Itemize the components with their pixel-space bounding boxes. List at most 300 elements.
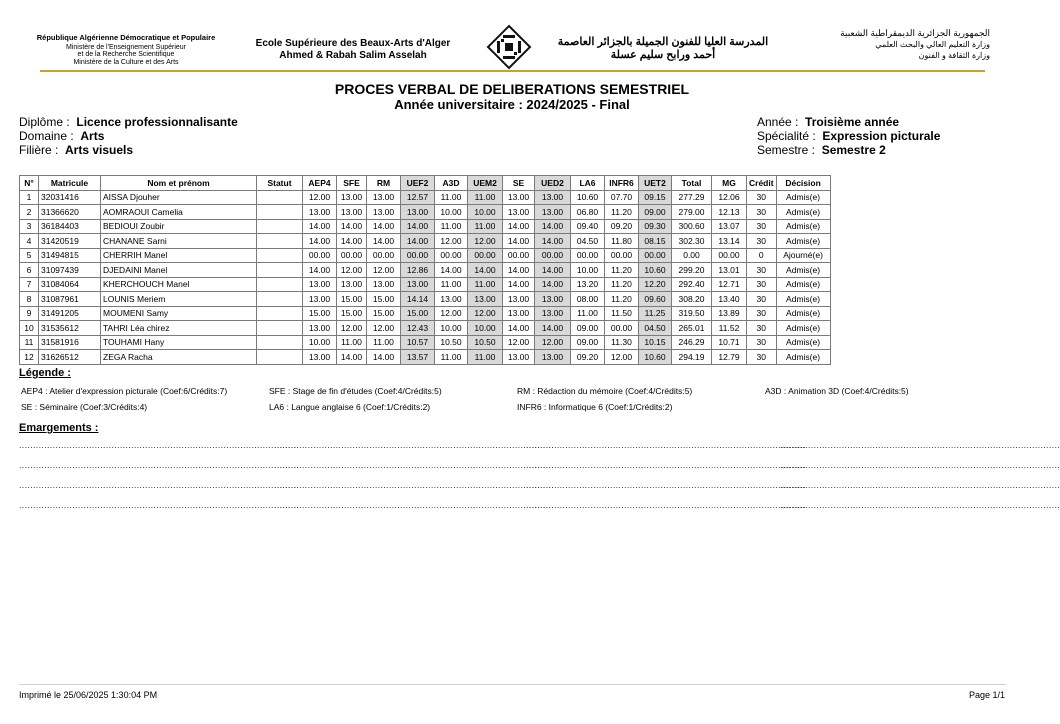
table-cell: 9 [20,306,39,321]
signature-line: .................................................................................................... [274,500,555,510]
table-cell: 10.71 [712,335,747,350]
table-cell: 13.00 [503,205,535,220]
column-header: UEM2 [468,176,503,191]
table-cell: 14.00 [468,263,503,278]
column-header: Total [672,176,712,191]
table-cell: Admis(e) [776,263,830,278]
table-cell: Admis(e) [776,190,830,205]
table-cell: 30 [747,292,777,307]
page-number: Page 1/1 [968,690,1005,700]
table-cell: CHANANE Sarni [101,234,257,249]
table-cell: 10.15 [639,335,672,350]
table-cell: 09.20 [571,350,605,365]
ministry-ar-line-1: وزارة التعليم العالي والبحث العلمي [875,40,990,49]
school-name-french [238,38,468,62]
school-name-line-2: Ahmed & Rabah Salim Asselah [279,50,427,61]
table-cell: 08.00 [571,292,605,307]
table-cell: 09.40 [571,219,605,234]
table-cell: 11.00 [468,219,503,234]
table-cell [257,263,303,278]
table-cell: 11.20 [605,205,639,220]
table-cell: Admis(e) [776,292,830,307]
table-cell: 31420519 [39,234,101,249]
column-header: AEP4 [303,176,337,191]
table-cell: 2 [20,205,39,220]
legend-item: LA6 : Langue anglaise 6 (Coef:1/Crédits:2) [269,402,431,412]
table-cell [257,350,303,365]
table-cell: 10.60 [639,263,672,278]
table-cell: 13.00 [503,292,535,307]
table-cell: 11.00 [337,335,367,350]
table-cell: 13.00 [468,292,503,307]
table-cell: 265.01 [672,321,712,336]
table-cell: 11.25 [639,306,672,321]
table-cell: 15.00 [337,292,367,307]
republic-name-arabic: الجمهورية الجزائرية الديمقراطية الشعبية [840,28,990,38]
table-cell: 30 [747,335,777,350]
table-cell: 11.00 [435,277,468,292]
table-cell: 36184403 [39,219,101,234]
table-cell: 10.00 [468,205,503,220]
table-cell: 31087961 [39,292,101,307]
info-label: Semestre : [757,143,816,157]
table-cell: 04.50 [571,234,605,249]
column-header: Nom et prénom [101,176,257,191]
column-header: RM [367,176,401,191]
column-header: UET2 [639,176,672,191]
table-cell: 14.00 [401,219,435,234]
table-cell: Admis(e) [776,321,830,336]
table-cell: 14.00 [535,321,571,336]
table-cell: 11.00 [367,335,401,350]
table-cell: 13.00 [337,190,367,205]
signature-line: .................................................................................................... [526,480,807,490]
table-cell: 13.20 [571,277,605,292]
table-cell: Admis(e) [776,306,830,321]
table-cell: AOMRAOUI Camelia [101,205,257,220]
table-cell: 09.00 [571,321,605,336]
table-cell: 00.00 [435,248,468,263]
table-row [20,248,831,263]
table-cell: 13.00 [535,350,571,365]
table-cell: 13.00 [303,205,337,220]
info-year [757,115,940,129]
signature-line: .................................................................................................... [274,480,555,490]
table-cell: 11.80 [605,234,639,249]
table-cell: 09.30 [639,219,672,234]
table-cell: 12.00 [303,190,337,205]
table-cell: 00.00 [712,248,747,263]
table-cell: 31535612 [39,321,101,336]
table-cell: 14.00 [535,277,571,292]
signature-line: .................................................................................................... [780,500,1060,510]
table-cell: 13.00 [535,306,571,321]
footer-divider [19,684,1006,685]
header-left-block [36,34,216,66]
table-cell: AISSA Djouher [101,190,257,205]
table-cell: 13.14 [712,234,747,249]
column-header: Matricule [39,176,101,191]
table-cell: Admis(e) [776,335,830,350]
table-row [20,219,831,234]
table-cell: 10.50 [468,335,503,350]
table-cell: 6 [20,263,39,278]
table-row [20,350,831,365]
table-cell: 13.00 [337,205,367,220]
table-cell: 07.70 [605,190,639,205]
table-cell: 12.00 [367,263,401,278]
table-cell: 13.00 [401,205,435,220]
info-value: Arts [80,129,105,143]
table-cell: 13.00 [367,277,401,292]
table-cell: 12.00 [435,234,468,249]
table-cell: Admis(e) [776,350,830,365]
column-header: A3D [435,176,468,191]
table-cell: 30 [747,219,777,234]
table-cell: BEDIOUI Zoubir [101,219,257,234]
table-cell: CHERRIH Manel [101,248,257,263]
document-subtitle: Année universitaire : 2024/2025 - Final [394,97,630,112]
table-cell: 09.15 [639,190,672,205]
table-cell: 11.00 [468,277,503,292]
table-cell: 10.00 [571,263,605,278]
ministry-line-3: Ministère de la Culture et des Arts [73,58,179,66]
info-value: Arts visuels [65,143,134,157]
info-value: Expression picturale [822,129,941,143]
table-cell: 14.00 [503,234,535,249]
legend-item: RM : Rédaction du mémoire (Coef:4/Crédits:5) [517,386,693,396]
school-logo-icon [487,25,531,69]
table-cell: 14.00 [367,350,401,365]
table-cell: 13.00 [535,205,571,220]
table-cell: 30 [747,234,777,249]
table-cell: Admis(e) [776,277,830,292]
table-cell: 12.00 [535,335,571,350]
table-cell: 14.00 [503,263,535,278]
table-cell: KHERCHOUCH Manel [101,277,257,292]
table-cell: 11.20 [605,292,639,307]
table-cell: 14.14 [401,292,435,307]
info-value: Semestre 2 [821,143,886,157]
column-header: Crédit [747,176,777,191]
table-cell: 5 [20,248,39,263]
table-cell: 13.40 [712,292,747,307]
table-cell: 12.57 [401,190,435,205]
table-cell: 0 [747,248,777,263]
table-cell: 00.00 [503,248,535,263]
legend-item: A3D : Animation 3D (Coef:4/Crédits:5) [765,386,909,396]
table-cell: 13.00 [303,321,337,336]
table-cell: 12.13 [712,205,747,220]
table-cell: 10.00 [468,321,503,336]
info-value: Troisième année [805,115,900,129]
table-cell: MOUMENI Samy [101,306,257,321]
table-cell: 15.00 [303,306,337,321]
table-cell: 279.00 [672,205,712,220]
table-cell: 00.00 [639,248,672,263]
table-cell: 12.00 [605,350,639,365]
legend-item: AEP4 : Atelier d'expression picturale (Coef:6/Crédits:7) [21,386,228,396]
table-cell: 7 [20,277,39,292]
signature-line: .................................................................................................... [19,440,300,450]
table-cell: 31494815 [39,248,101,263]
signature-line: .................................................................................................... [526,500,807,510]
signature-line: .................................................................................................... [526,460,807,470]
table-cell: 319.50 [672,306,712,321]
table-cell: 31491205 [39,306,101,321]
table-cell: 13.00 [303,277,337,292]
table-cell: 00.00 [605,248,639,263]
table-cell: 30 [747,350,777,365]
table-cell: Admis(e) [776,219,830,234]
table-cell: 4 [20,234,39,249]
table-cell: 13.00 [367,190,401,205]
info-domain [19,129,238,143]
table-cell: 10.60 [639,350,672,365]
info-label: Spécialité : [757,129,816,143]
signature-line: .................................................................................................... [19,500,300,510]
table-cell: 10.00 [303,335,337,350]
table-cell: 11.20 [605,263,639,278]
table-cell: 13.00 [535,190,571,205]
table-cell: 00.00 [571,248,605,263]
table-cell: 11.00 [435,190,468,205]
table-cell: 300.60 [672,219,712,234]
info-filiere [19,143,238,157]
table-cell: 12.06 [712,190,747,205]
table-cell: 10.57 [401,335,435,350]
table-cell: 12.00 [468,306,503,321]
table-cell: 308.20 [672,292,712,307]
table-cell: 08.15 [639,234,672,249]
table-cell: 10.00 [435,321,468,336]
table-cell: 8 [20,292,39,307]
table-cell [257,292,303,307]
table-cell: 11.00 [468,190,503,205]
grades-table [19,175,831,365]
table-cell: 32031416 [39,190,101,205]
table-cell: 13.00 [367,205,401,220]
table-cell: 294.19 [672,350,712,365]
table-body [20,190,831,364]
signature-line: .................................................................................................... [19,460,300,470]
column-header: INFR6 [605,176,639,191]
table-cell: 11 [20,335,39,350]
table-row [20,292,831,307]
table-cell: 30 [747,205,777,220]
school-name-arabic [548,36,778,62]
school-name-ar-line-1: المدرسة العليا للفنون الجميلة بالجزائر العاصمة [557,36,769,48]
table-cell: 13.00 [503,306,535,321]
table-row [20,335,831,350]
ministry-ar-line-2: وزارة الثقافة و الفنون [918,51,990,60]
column-header: SE [503,176,535,191]
table-cell: 13.89 [712,306,747,321]
table-cell: 04.50 [639,321,672,336]
table-cell: 00.00 [367,248,401,263]
table-cell: 30 [747,306,777,321]
table-cell: 3 [20,219,39,234]
signature-line: .................................................................................................... [780,460,1060,470]
table-cell: ZEGA Racha [101,350,257,365]
table-cell: 00.00 [535,248,571,263]
table-cell: 14.00 [303,234,337,249]
table-cell: 11.30 [605,335,639,350]
info-label: Diplôme : [19,115,70,129]
table-cell: 14.00 [503,277,535,292]
document-title: PROCES VERBAL DE DELIBERATIONS SEMESTRIEL [334,81,690,97]
table-cell: 09.60 [639,292,672,307]
school-name-line-1: Ecole Supérieure des Beaux-Arts d'Alger [255,38,451,49]
ministry-line-1: Ministère de l'Enseignement Supérieur [65,43,186,51]
table-cell: 11.50 [605,306,639,321]
table-cell: 15.00 [401,306,435,321]
table-cell: 14.00 [367,234,401,249]
signature-line: .................................................................................................... [19,480,300,490]
column-header: MG [712,176,747,191]
table-cell: 13.00 [535,292,571,307]
legend-item: SE : Séminaire (Coef:3/Crédits:4) [21,402,148,412]
table-cell: 13.57 [401,350,435,365]
table-cell: 277.29 [672,190,712,205]
table-cell: 14.00 [535,263,571,278]
info-value: Licence professionnalisante [76,115,238,129]
table-cell: 13.00 [503,350,535,365]
table-cell: 12.86 [401,263,435,278]
table-cell: 31084064 [39,277,101,292]
table-cell: 14.00 [503,321,535,336]
table-cell: LOUNIS Meriem [101,292,257,307]
column-header: Statut [257,176,303,191]
table-cell: 1 [20,190,39,205]
column-header: N° [20,176,39,191]
signature-line: .................................................................................................... [780,440,1060,450]
table-row [20,234,831,249]
table-cell: 12.00 [503,335,535,350]
table-cell [257,248,303,263]
table-cell: 00.00 [401,248,435,263]
info-label: Année : [757,115,799,129]
table-cell [257,321,303,336]
table-cell: 14.00 [337,219,367,234]
table-cell: 12.71 [712,277,747,292]
table-cell: 06.80 [571,205,605,220]
table-cell: 14.00 [401,234,435,249]
legend-item: SFE : Stage de fin d'études (Coef:4/Crédits:5) [269,386,442,396]
table-cell: 14.00 [337,234,367,249]
print-timestamp: Imprimé le 25/06/2025 1:30:04 PM [19,690,158,700]
table-cell: 09.00 [639,205,672,220]
table-cell: 14.00 [535,219,571,234]
column-header: Décision [776,176,830,191]
table-cell: DJEDAINI Manel [101,263,257,278]
table-row [20,306,831,321]
table-cell [257,234,303,249]
table-cell: 30 [747,321,777,336]
table-cell: 11.52 [712,321,747,336]
table-row [20,190,831,205]
table-cell [257,335,303,350]
table-cell: 299.20 [672,263,712,278]
table-cell: 14.00 [303,263,337,278]
table-cell: 15.00 [337,306,367,321]
table-cell: 13.07 [712,219,747,234]
table-row [20,321,831,336]
table-cell: 14.00 [503,219,535,234]
table-cell: 11.00 [435,219,468,234]
table-cell: 11.00 [571,306,605,321]
table-header-row [20,176,831,191]
table-row [20,205,831,220]
table-cell: 31366620 [39,205,101,220]
signature-line: .................................................................................................... [526,440,807,450]
signature-line: .................................................................................................... [780,480,1060,490]
header-divider [40,70,985,72]
column-header: UED2 [535,176,571,191]
table-cell: 12.20 [639,277,672,292]
column-header: LA6 [571,176,605,191]
table-cell: 00.00 [605,321,639,336]
table-cell: 12.00 [337,321,367,336]
table-cell: 12.00 [468,234,503,249]
table-cell: 11.00 [468,350,503,365]
table-cell: 00.00 [468,248,503,263]
table-cell: 30 [747,190,777,205]
info-left [19,115,238,157]
table-cell: 14.00 [435,263,468,278]
table-cell: 12.00 [337,263,367,278]
table-cell: 00.00 [303,248,337,263]
column-header: SFE [337,176,367,191]
info-label: Domaine : [19,129,74,143]
table-cell: 10 [20,321,39,336]
table-cell: 00.00 [337,248,367,263]
signatures-title: Emargements : [19,422,99,434]
table-row [20,263,831,278]
table-cell: 13.00 [401,277,435,292]
table-cell: 246.29 [672,335,712,350]
republic-name: République Algérienne Démocratique et Populaire [36,33,216,42]
table-cell: 11.20 [605,277,639,292]
table-row [20,277,831,292]
table-cell [257,277,303,292]
table-cell: 12.43 [401,321,435,336]
table-cell: 15.00 [367,292,401,307]
legend-title: Légende : [19,367,71,379]
table-cell: 30 [747,263,777,278]
table-cell [257,190,303,205]
table-cell: 13.01 [712,263,747,278]
table-cell: 12.00 [435,306,468,321]
table-cell: 12 [20,350,39,365]
table-cell: 302.30 [672,234,712,249]
table-cell: 14.00 [337,350,367,365]
table-cell: 292.40 [672,277,712,292]
info-label: Filière : [19,143,59,157]
info-speciality [757,129,940,143]
table-cell: 30 [747,277,777,292]
table-cell: 13.00 [503,190,535,205]
table-cell: 0.00 [672,248,712,263]
table-cell: 10.50 [435,335,468,350]
table-cell: TAHRI Léa chirez [101,321,257,336]
table-cell: 09.00 [571,335,605,350]
table-cell: 31097439 [39,263,101,278]
table-cell: 10.60 [571,190,605,205]
header-right-block [830,28,990,61]
info-diploma [19,115,238,129]
ministry-line-2: et de la Recherche Scientifique [77,51,175,58]
